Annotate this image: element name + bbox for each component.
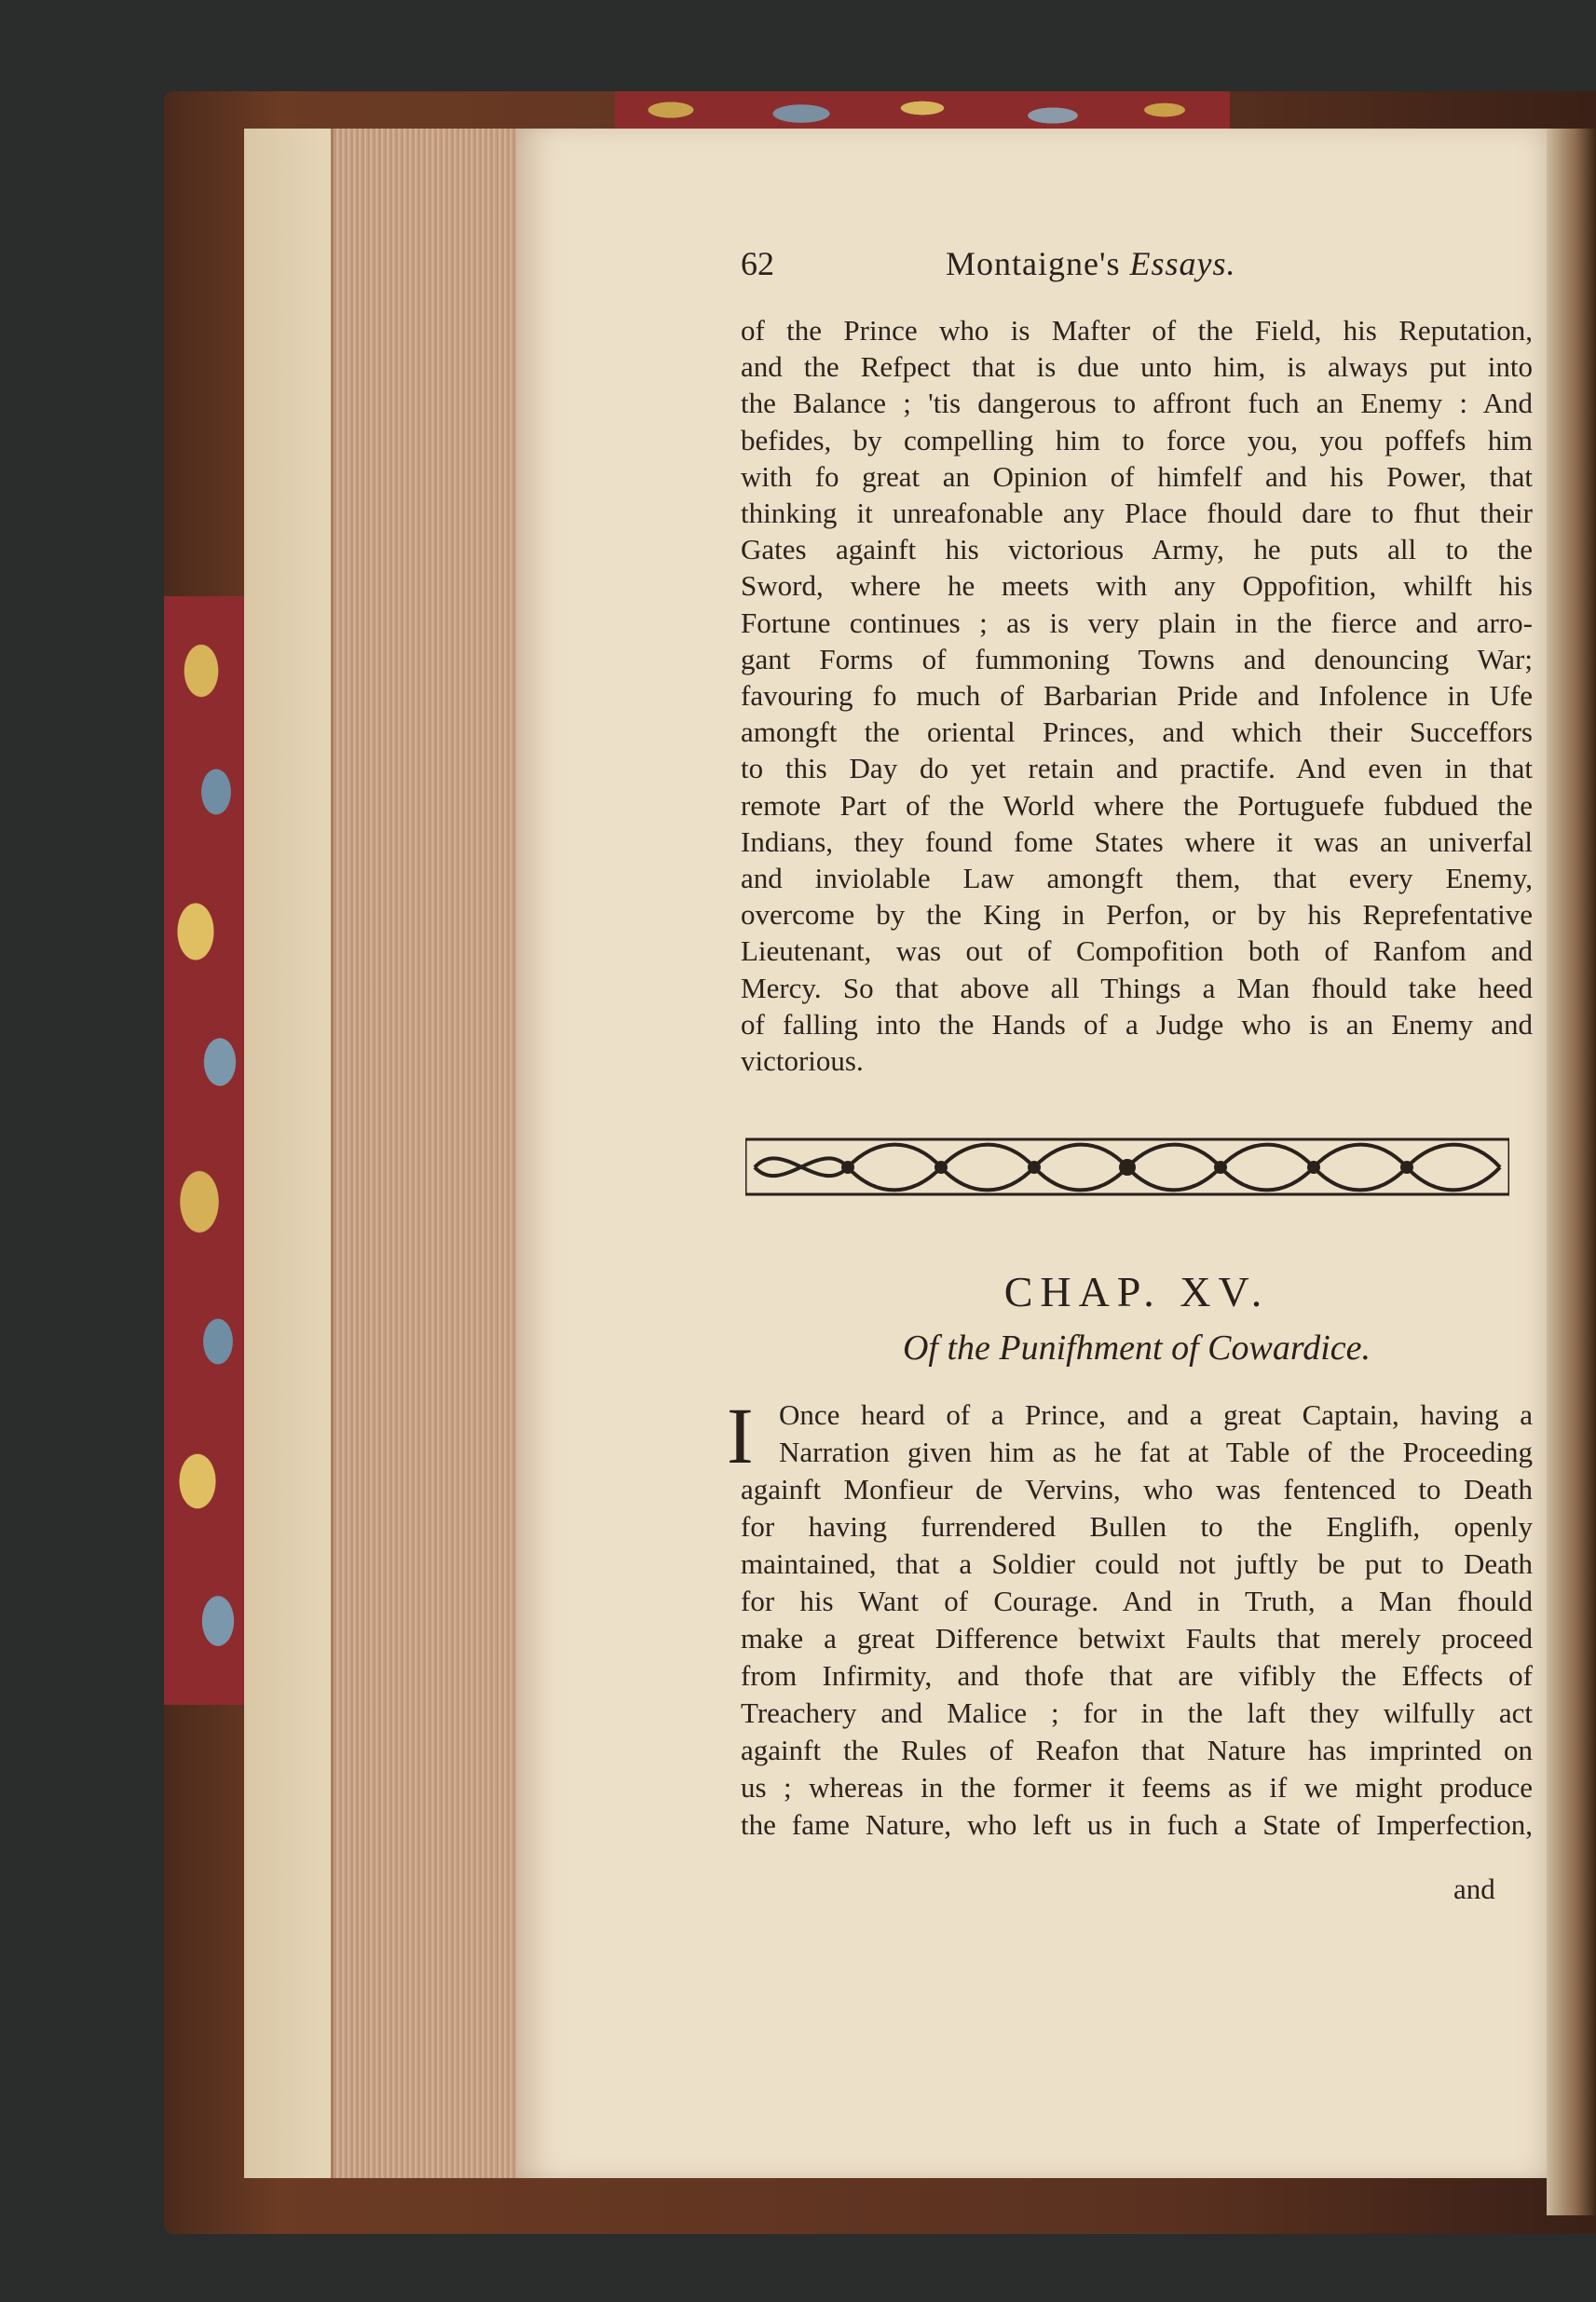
text-line: and the Refpect that is due unto him, is always put into (741, 350, 1533, 384)
text-line: of falling into the Hands of a Judge who is an Enemy and (741, 1007, 1533, 1041)
text-line: make a great Difference betwixt Faults that merely proceed (741, 1622, 1533, 1655)
page-number: 62 (741, 245, 774, 282)
text-line: Narration given him as he fat at Table of the Proceeding (779, 1436, 1533, 1468)
text-line: againft the Rules of Reafon that Nature has imprinted on (741, 1734, 1533, 1766)
text-line: the Balance ; 'tis dangerous to affront fuch an Enemy : And (741, 387, 1533, 420)
text-line: Once heard of a Prince, and a great Captain, having a (779, 1398, 1533, 1431)
text-line: Lieutenant, was out of Compofition both of Ranfom and (741, 934, 1533, 968)
text-line: Indians, they found fome States where it was an univerfal (741, 824, 1533, 858)
text-line: to this Day do yet retain and practife. And even in that (741, 752, 1533, 785)
catchword: and (1453, 1873, 1495, 1905)
page-edges (331, 129, 520, 2178)
text-line: with fo great an Opinion of himfelf and his Power, that (741, 459, 1533, 493)
text-line: remote Part of the World where the Portuguefe fubdued the (741, 788, 1533, 822)
text-line: maintained, that a Soldier could not juftly be put to Death (741, 1547, 1533, 1580)
chapter-title: CHAP. XV. (1003, 1268, 1270, 1315)
text-line: us ; whereas in the former it feems as if we might produce (741, 1771, 1533, 1804)
running-title (946, 244, 1235, 283)
text-line: amongft the oriental Princes, and which their Succeffors (741, 715, 1533, 749)
text-line: Treachery and Malice ; for in the laft they wilfully act (741, 1696, 1533, 1729)
running-title-author: Montaigne's (946, 245, 1121, 282)
text-line: againft Monfieur de Vervins, who was fentenced to Death (741, 1473, 1533, 1505)
text-line: thinking it unreafonable any Place fhould dare to fhut their (741, 497, 1533, 529)
marbled-endpaper-top (615, 91, 1230, 132)
running-title-work: Essays. (1129, 245, 1236, 282)
ornamental-band (745, 1132, 1509, 1202)
text-line: for his Want of Courage. And in Truth, a Man fhould (741, 1585, 1533, 1617)
text-line: for having furrendered Bullen to the Englifh, openly (741, 1510, 1533, 1543)
text-line: Sword, where he meets with any Oppofition, whilft his (741, 569, 1533, 603)
text-line: gant Forms of fummoning Towns and denouncing War; (741, 642, 1533, 675)
text-line: Gates againft his victorious Army, he puts all to the (741, 533, 1533, 566)
text-line: favouring fo much of Barbarian Pride and Infolence in Ufe (741, 679, 1533, 712)
drop-cap: I (727, 1391, 754, 1480)
text-line: Fortune continues ; as is very plain in the fierce and arro- (741, 606, 1533, 639)
text-line: overcome by the King in Perfon, or by his Reprefentative (741, 898, 1533, 932)
running-head (741, 244, 1533, 291)
text-line: of the Prince who is Mafter of the Field, his Reputation, (741, 314, 1533, 347)
text-line: Mercy. So that above all Things a Man fhould take heed (741, 971, 1533, 1004)
marbled-endpaper-left (164, 596, 250, 1705)
text-line: from Infirmity, and thofe that are vifibly the Effects of (741, 1659, 1533, 1692)
chapter-subtitle: Of the Punifhment of Cowardice. (902, 1328, 1371, 1368)
text-line: befides, by compelling him to force you, you poffefs him (741, 423, 1533, 456)
page-gutter-shadow (1547, 129, 1596, 2215)
text-line: the fame Nature, who left us in fuch a State of Imperfection, (741, 1808, 1533, 1841)
text-line: victorious. (741, 1044, 864, 1077)
text-line: and inviolable Law amongft them, that every Enemy, (741, 862, 1533, 894)
